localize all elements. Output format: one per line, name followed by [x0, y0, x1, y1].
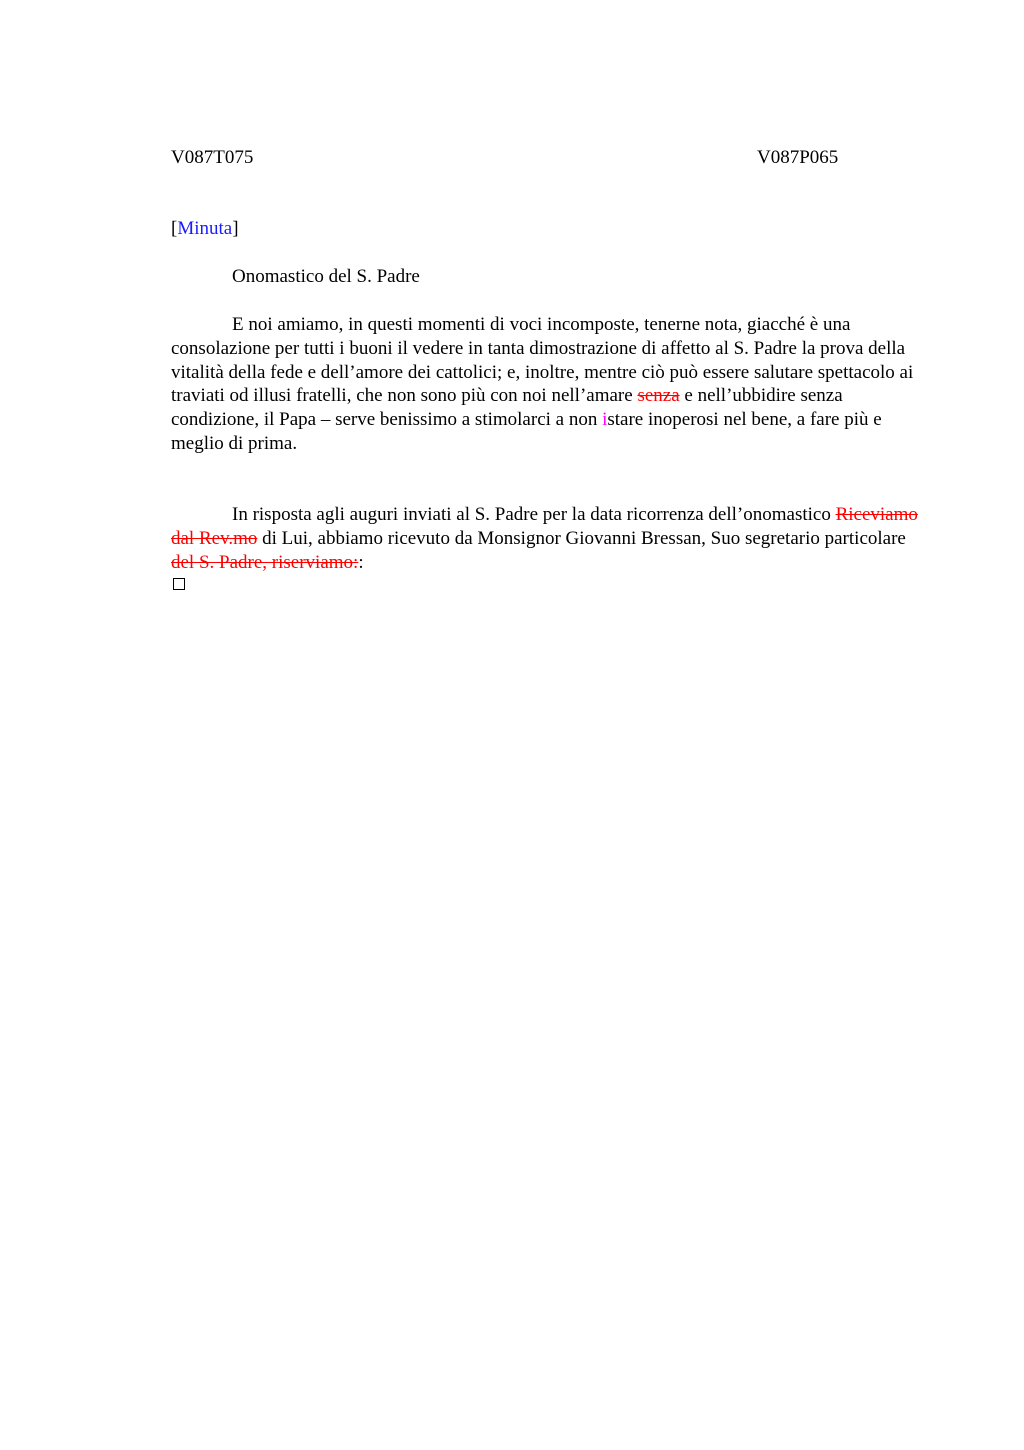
- paragraph-1-text-a: E noi amiamo, in questi momenti di voci incomposte, tenerne nota, giacché è una consolazione per tutti i buoni il vedere in tanta dimostrazione di affetto al S. Padre la prova della vitalità della fede e dell’amore dei cattolici; e, inoltre, mentre ciò può essere salutare spettacolo ai traviati od illusi fratelli, che non sono più con noi nell’amare: [171, 314, 914, 407]
- document-title: Onomastico del S. Padre: [232, 266, 420, 287]
- document-code-right: V087P065: [757, 147, 839, 168]
- paragraph-2: [171, 503, 931, 574]
- close-bracket: ]: [232, 218, 239, 239]
- deleted-phrase-riceviamo: Riceviamo dal Rev.mo: [171, 504, 918, 549]
- paragraph-1: [171, 313, 931, 456]
- inserted-letter-i: i: [602, 409, 608, 431]
- paragraph-2-text-a: In risposta agli auguri inviati al S. Padre per la data ricorrenza dell’onomastico: [232, 504, 836, 525]
- paragraph-2-text-b: di Lui, abbiamo ricevuto da Monsignor Giovanni Bressan, Suo segretario particolare: [257, 527, 906, 549]
- paragraph-1-text-c: stare inoperosi nel bene, a fare più e meglio di prima.: [171, 409, 882, 454]
- deleted-phrase-riserviamo: del S. Padre, riserviamo:: [171, 551, 359, 573]
- deleted-word-senza: senza: [637, 385, 680, 407]
- open-bracket: [: [171, 218, 178, 239]
- paragraph-1-text-b: e nell’ubbidire senza condizione, il Papa – serve benissimo a stimolarci a non: [171, 385, 843, 431]
- paragraph-2-text-c: :: [358, 551, 364, 573]
- minuta-text: Minuta: [177, 218, 233, 239]
- checkbox-square-icon: [173, 578, 185, 590]
- minuta-label: [171, 218, 239, 240]
- document-code-left: V087T075: [171, 147, 254, 168]
